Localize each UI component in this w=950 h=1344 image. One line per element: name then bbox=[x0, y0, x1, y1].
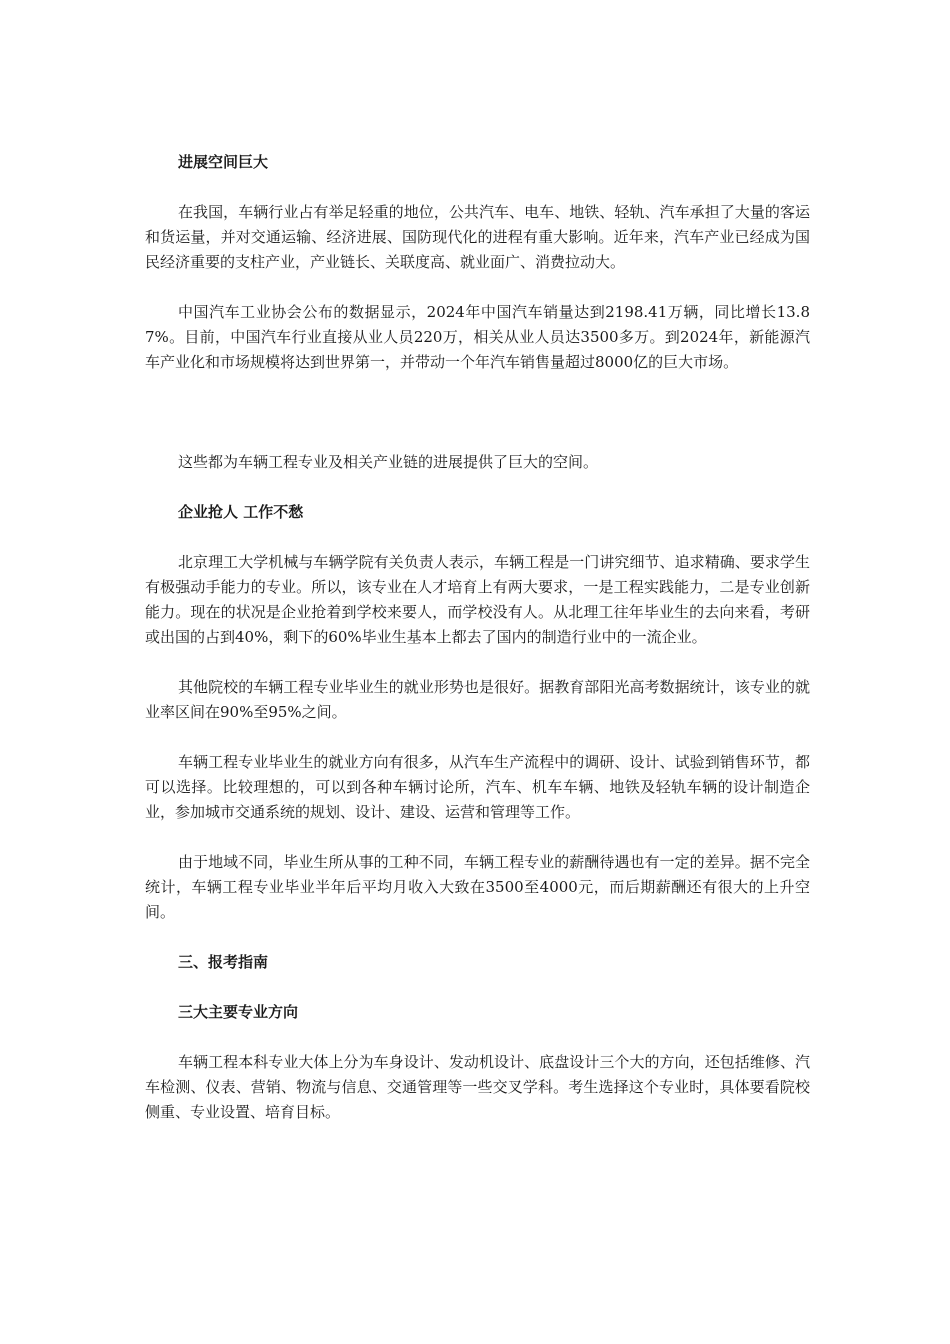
paragraph-industry-status: 在我国，车辆行业占有举足轻重的地位，公共汽车、电车、地铁、轻轨、汽车承担了大量的客运和货运量，并对交通运输、经济进展、国防现代化的进程有重大影响。近年来，汽车产业已经成为国民经济重要的支柱产业，产业链长、关联度高、就业面广、消费拉动大。 bbox=[145, 203, 810, 271]
paragraph-space-summary: 这些都为车辆工程专业及相关产业链的进展提供了巨大的空间。 bbox=[178, 453, 599, 471]
paragraph-career-directions: 车辆工程专业毕业生的就业方向有很多，从汽车生产流程中的调研、设计、试验到销售环节，都可以选择。比较理想的，可以到各种车辆讨论所，汽车、机车车辆、地铁及轻轨车辆的设计制造企业，参加城市交通系统的规划、设计、建设、运营和管理等工作。 bbox=[145, 753, 810, 821]
paragraph-salary: 由于地域不同，毕业生所从事的工种不同，车辆工程专业的薪酬待遇也有一定的差异。据不完全统计，车辆工程专业毕业半年后平均月收入大致在3500至4000元，而后期薪酬还有很大的上升空间。 bbox=[145, 853, 810, 921]
document-page bbox=[145, 150, 810, 1125]
paragraph-sales-data: 中国汽车工业协会公布的数据显示，2024年中国汽车销量达到2198.41万辆，同比增长13.87%。目前，中国汽车行业直接从业人员220万，相关从业人员达3500多万。到2024年，新能源汽车产业化和市场规模将达到世界第一，并带动一个年汽车销售量超过8000亿的巨大市场。 bbox=[145, 303, 810, 371]
section-heading-major-directions: 三大主要专业方向 bbox=[178, 1003, 299, 1021]
section-heading-application-guide: 三、报考指南 bbox=[178, 953, 269, 971]
section-heading-development-space: 进展空间巨大 bbox=[178, 153, 269, 171]
paragraph-bit-statement: 北京理工大学机械与车辆学院有关负责人表示，车辆工程是一门讲究细节、追求精确、要求学生有极强动手能力的专业。所以，该专业在人才培育上有两大要求，一是工程实践能力，二是专业创新能力。现在的状况是企业抢着到学校来要人，而学校没有人。从北理工往年毕业生的去向来看，考研或出国的占到40%，剩下的60%毕业生基本上都去了国内的制造行业中的一流企业。 bbox=[145, 553, 810, 646]
section-heading-employment: 企业抢人 工作不愁 bbox=[178, 503, 304, 521]
paragraph-major-directions: 车辆工程本科专业大体上分为车身设计、发动机设计、底盘设计三个大的方向，还包括维修、汽车检测、仪表、营销、物流与信息、交通管理等一些交叉学科。考生选择这个专业时，具体要看院校侧重、专业设置、培育目标。 bbox=[145, 1053, 810, 1121]
paragraph-employment-rate: 其他院校的车辆工程专业毕业生的就业形势也是很好。据教育部阳光高考数据统计，该专业的就业率区间在90%至95%之间。 bbox=[145, 678, 810, 721]
